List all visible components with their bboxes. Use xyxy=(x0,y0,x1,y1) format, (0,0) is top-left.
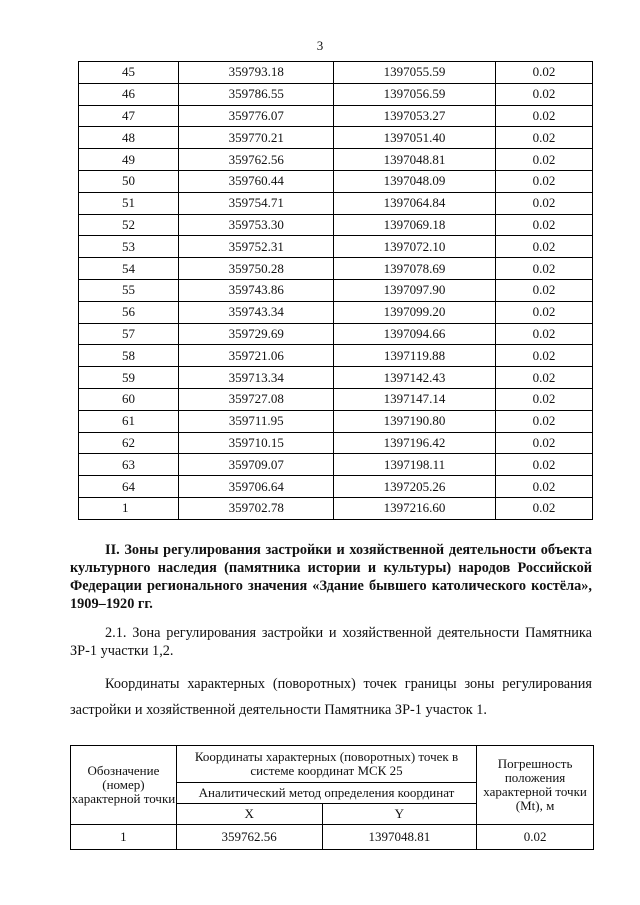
cell-y: 1397048.81 xyxy=(334,149,496,171)
table-row xyxy=(79,83,593,105)
cell-y: 1397048.81 xyxy=(322,825,477,850)
zone-coordinates-table xyxy=(70,745,594,850)
cell-y: 1397053.27 xyxy=(334,105,496,127)
table-row xyxy=(79,454,593,476)
cell-accuracy: 0.02 xyxy=(495,388,592,410)
cell-y: 1397094.66 xyxy=(334,323,496,345)
table-row xyxy=(79,497,593,519)
cell-point: 47 xyxy=(79,105,179,127)
header-x: X xyxy=(176,804,322,825)
cell-x: 359727.08 xyxy=(179,388,334,410)
header-y: Y xyxy=(322,804,477,825)
cell-y: 1397056.59 xyxy=(334,83,496,105)
cell-x: 359762.56 xyxy=(176,825,322,850)
cell-y: 1397051.40 xyxy=(334,127,496,149)
cell-accuracy: 0.02 xyxy=(495,345,592,367)
cell-point: 51 xyxy=(79,192,179,214)
cell-point: 53 xyxy=(79,236,179,258)
cell-x: 359702.78 xyxy=(179,497,334,519)
cell-x: 359713.34 xyxy=(179,367,334,389)
cell-y: 1397072.10 xyxy=(334,236,496,258)
table-row xyxy=(79,214,593,236)
cell-x: 359743.34 xyxy=(179,301,334,323)
cell-y: 1397069.18 xyxy=(334,214,496,236)
table-row xyxy=(79,323,593,345)
cell-y: 1397099.20 xyxy=(334,301,496,323)
cell-x: 359753.30 xyxy=(179,214,334,236)
table-row xyxy=(79,301,593,323)
cell-x: 359721.06 xyxy=(179,345,334,367)
cell-point: 48 xyxy=(79,127,179,149)
header-point: Обозначение (номер) характерной точки xyxy=(71,746,177,825)
cell-y: 1397190.80 xyxy=(334,410,496,432)
coordinates-table xyxy=(78,61,593,520)
table-row xyxy=(79,192,593,214)
cell-x: 359706.64 xyxy=(179,476,334,498)
cell-point: 45 xyxy=(79,62,179,84)
table-row xyxy=(79,410,593,432)
table-row xyxy=(79,388,593,410)
cell-point: 56 xyxy=(79,301,179,323)
table-row xyxy=(71,825,594,850)
header-coords: Координаты характерных (поворотных) точек в системе координат МСК 25 xyxy=(176,746,476,783)
cell-accuracy: 0.02 xyxy=(495,214,592,236)
cell-point: 52 xyxy=(79,214,179,236)
cell-point: 58 xyxy=(79,345,179,367)
cell-x: 359711.95 xyxy=(179,410,334,432)
table-row xyxy=(79,62,593,84)
cell-x: 359709.07 xyxy=(179,454,334,476)
cell-accuracy: 0.02 xyxy=(495,127,592,149)
cell-point: 63 xyxy=(79,454,179,476)
cell-point: 54 xyxy=(79,258,179,280)
cell-accuracy: 0.02 xyxy=(495,258,592,280)
cell-accuracy: 0.02 xyxy=(495,62,592,84)
cell-x: 359786.55 xyxy=(179,83,334,105)
section-heading: II. Зоны регулирования застройки и хозяйственной деятельности объекта культурного наследия (памятника истории и культуры) народов Российской Федерации регионального значения «Здание бывшего католического костёла», 1909–1920 гг. xyxy=(70,542,592,612)
cell-point: 64 xyxy=(79,476,179,498)
cell-x: 359750.28 xyxy=(179,258,334,280)
cell-y: 1397142.43 xyxy=(334,367,496,389)
table-row xyxy=(79,105,593,127)
cell-y: 1397147.14 xyxy=(334,388,496,410)
header-accuracy: Погрешность положения характерной точки (Mt), м xyxy=(477,746,594,825)
cell-x: 359754.71 xyxy=(179,192,334,214)
table-row xyxy=(79,170,593,192)
cell-point: 50 xyxy=(79,170,179,192)
cell-y: 1397055.59 xyxy=(334,62,496,84)
cell-point: 60 xyxy=(79,388,179,410)
page-number: 3 xyxy=(316,38,324,53)
table-row xyxy=(79,432,593,454)
cell-y: 1397064.84 xyxy=(334,192,496,214)
cell-accuracy: 0.02 xyxy=(495,497,592,519)
cell-accuracy: 0.02 xyxy=(495,432,592,454)
cell-accuracy: 0.02 xyxy=(495,105,592,127)
cell-accuracy: 0.02 xyxy=(495,192,592,214)
intro-paragraph: Координаты характерных (поворотных) точек границы зоны регулирования застройки и хозяйственной деятельности Памятника ЗР-1 участок 1. xyxy=(70,676,592,718)
cell-accuracy: 0.02 xyxy=(495,301,592,323)
cell-y: 1397216.60 xyxy=(334,497,496,519)
cell-accuracy: 0.02 xyxy=(495,279,592,301)
cell-accuracy: 0.02 xyxy=(477,825,594,850)
table-row xyxy=(79,127,593,149)
cell-accuracy: 0.02 xyxy=(495,83,592,105)
table-row xyxy=(79,345,593,367)
cell-point: 1 xyxy=(71,825,177,850)
cell-point: 62 xyxy=(79,432,179,454)
cell-accuracy: 0.02 xyxy=(495,170,592,192)
cell-y: 1397048.09 xyxy=(334,170,496,192)
table-row xyxy=(79,279,593,301)
cell-x: 359729.69 xyxy=(179,323,334,345)
cell-point: 46 xyxy=(79,83,179,105)
cell-x: 359752.31 xyxy=(179,236,334,258)
cell-x: 359743.86 xyxy=(179,279,334,301)
cell-x: 359760.44 xyxy=(179,170,334,192)
cell-accuracy: 0.02 xyxy=(495,476,592,498)
cell-x: 359776.07 xyxy=(179,105,334,127)
cell-x: 359793.18 xyxy=(179,62,334,84)
cell-accuracy: 0.02 xyxy=(495,454,592,476)
table-row xyxy=(79,476,593,498)
cell-x: 359770.21 xyxy=(179,127,334,149)
cell-point: 59 xyxy=(79,367,179,389)
cell-x: 359710.15 xyxy=(179,432,334,454)
cell-point: 61 xyxy=(79,410,179,432)
cell-y: 1397078.69 xyxy=(334,258,496,280)
cell-accuracy: 0.02 xyxy=(495,323,592,345)
cell-point: 57 xyxy=(79,323,179,345)
cell-accuracy: 0.02 xyxy=(495,149,592,171)
cell-accuracy: 0.02 xyxy=(495,236,592,258)
table-row xyxy=(79,258,593,280)
cell-point: 49 xyxy=(79,149,179,171)
cell-y: 1397196.42 xyxy=(334,432,496,454)
table-row xyxy=(79,367,593,389)
cell-y: 1397198.11 xyxy=(334,454,496,476)
table-row xyxy=(79,236,593,258)
cell-accuracy: 0.02 xyxy=(495,410,592,432)
subsection-title: 2.1. Зона регулирования застройки и хозяйственной деятельности Памятника ЗР-1 участки 1,2. xyxy=(70,625,592,659)
cell-y: 1397097.90 xyxy=(334,279,496,301)
cell-x: 359762.56 xyxy=(179,149,334,171)
cell-y: 1397119.88 xyxy=(334,345,496,367)
cell-accuracy: 0.02 xyxy=(495,367,592,389)
header-method: Аналитический метод определения координат xyxy=(176,783,476,804)
table-row xyxy=(79,149,593,171)
cell-point: 1 xyxy=(79,497,179,519)
cell-point: 55 xyxy=(79,279,179,301)
cell-y: 1397205.26 xyxy=(334,476,496,498)
